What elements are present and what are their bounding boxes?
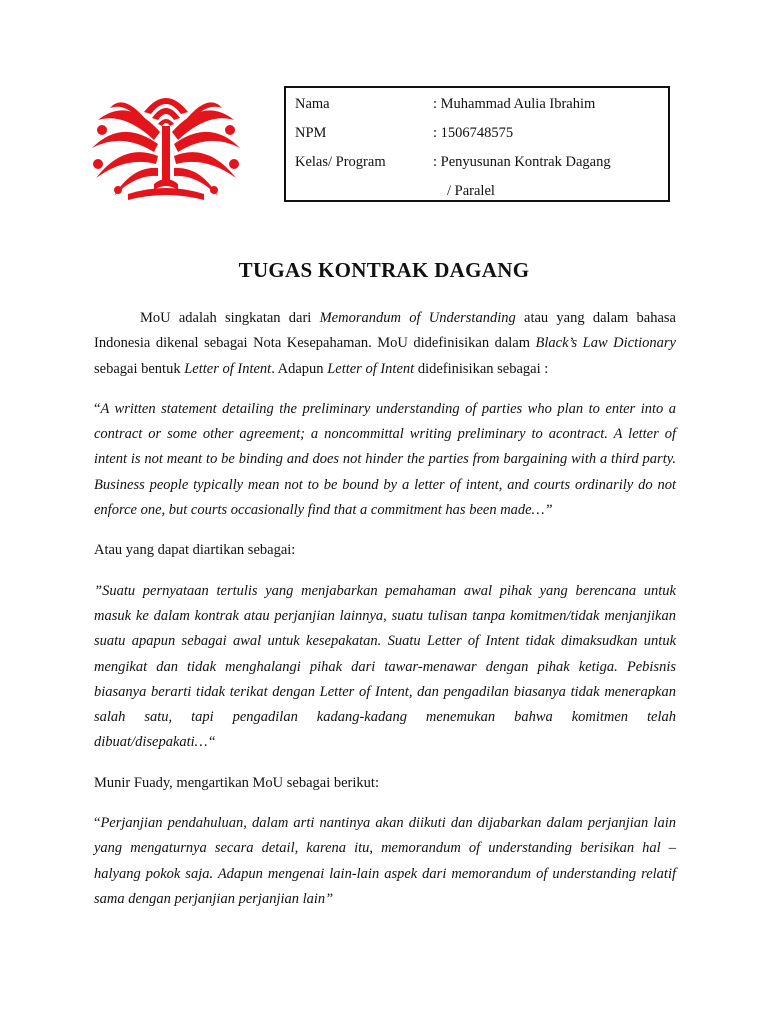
quote-text: ”Suatu pernyataan tertulis yang menjabarkan pemahaman awal pihak yang berencana untuk masuk ke dalam kontrak atau perjanjian lainnya, suatu tulisan tanpa komitmen/tidak menjanjikan suatu apapun sebagai awal untuk kesepakatan. Suatu Letter of Intent tidak dimaksudkan untuk mengikat dan tidak menghalangi pihak dari tawar-menawar dengan pihak ketiga. Pebisnis biasanya berarti tidak terikat dengan Letter of Intent, dan pengadilan biasanya tidak menerapkan salah satu, tapi pengadilan kadang-kadang menemukan bahwa komitmen telah dibuat/disepakati…“ — [94, 582, 676, 751]
info-row-continuation — [295, 177, 668, 206]
text-run: atau yang dalam bahasa Indonesia dikenal sebagai Nota Kesepahaman. MoU didefinisikan dalam — [94, 310, 676, 352]
munir-fuady-intro: Munir Fuady, mengartikan MoU sebagai berikut: — [94, 774, 379, 791]
info-value-continuation: / Paralel — [447, 183, 495, 199]
info-value: : Muhammad Aulia Ibrahim — [433, 96, 596, 112]
info-row-name — [295, 90, 668, 119]
document-title: TUGAS KONTRAK DAGANG — [238, 258, 530, 282]
italic-term: Memorandum of Understanding — [319, 310, 516, 326]
quote-mark: “ — [94, 815, 101, 832]
info-label: NPM — [295, 125, 327, 141]
italic-term: Black’s Law Dictionary — [535, 335, 676, 352]
text-run: MoU adalah singkatan dari — [140, 310, 320, 326]
text-run: . Adapun — [271, 360, 328, 377]
quote-text: Perjanjian pendahuluan, dalam arti nantinya akan diikuti dan dijabarkan dalam perjanjian lain yang mengaturnya secara detail, karena itu, memorandum of understanding berisikan hal – halyang pokok saja. Adapun mengenai lain-lain aspek dari memorandum of understanding relatif sama dengan perjanjian perjanjian lain” — [94, 815, 676, 907]
info-label: Nama — [295, 96, 330, 112]
quote-indonesian — [94, 579, 676, 756]
info-row-npm — [295, 119, 668, 148]
quote-mark: “ — [94, 400, 101, 417]
student-info-box — [284, 86, 670, 202]
quote-text: A written statement detailing the preliminary understanding of parties who plan to enter into a contract or some other agreement; a noncommittal writing preliminary to acontract. A letter of intent is not meant to be binding and does not hinder the parties from bargaining with a third party. Business people typically mean not to be bound by a letter of intent, and courts ordinarily do not enforce one, but courts occasionally find that a commitment has been made…” — [94, 400, 676, 519]
text-run: sebagai bentuk — [94, 360, 185, 377]
italic-term: Letter of Intent — [327, 360, 415, 377]
info-row-class — [295, 148, 668, 177]
quote-english — [94, 397, 676, 523]
info-label: Kelas/ Program — [295, 154, 386, 170]
translation-intro: Atau yang dapat diartikan sebagai: — [94, 542, 296, 559]
intro-paragraph — [94, 306, 676, 382]
quote-munir-fuady — [94, 811, 676, 912]
university-emblem-icon — [88, 86, 244, 208]
text-run: didefinisikan sebagai : — [414, 360, 549, 377]
info-value: : Penyusunan Kontrak Dagang — [433, 154, 611, 170]
italic-term: Letter of Intent — [184, 360, 272, 377]
info-value: : 1506748575 — [433, 125, 514, 141]
document-body — [94, 306, 676, 912]
